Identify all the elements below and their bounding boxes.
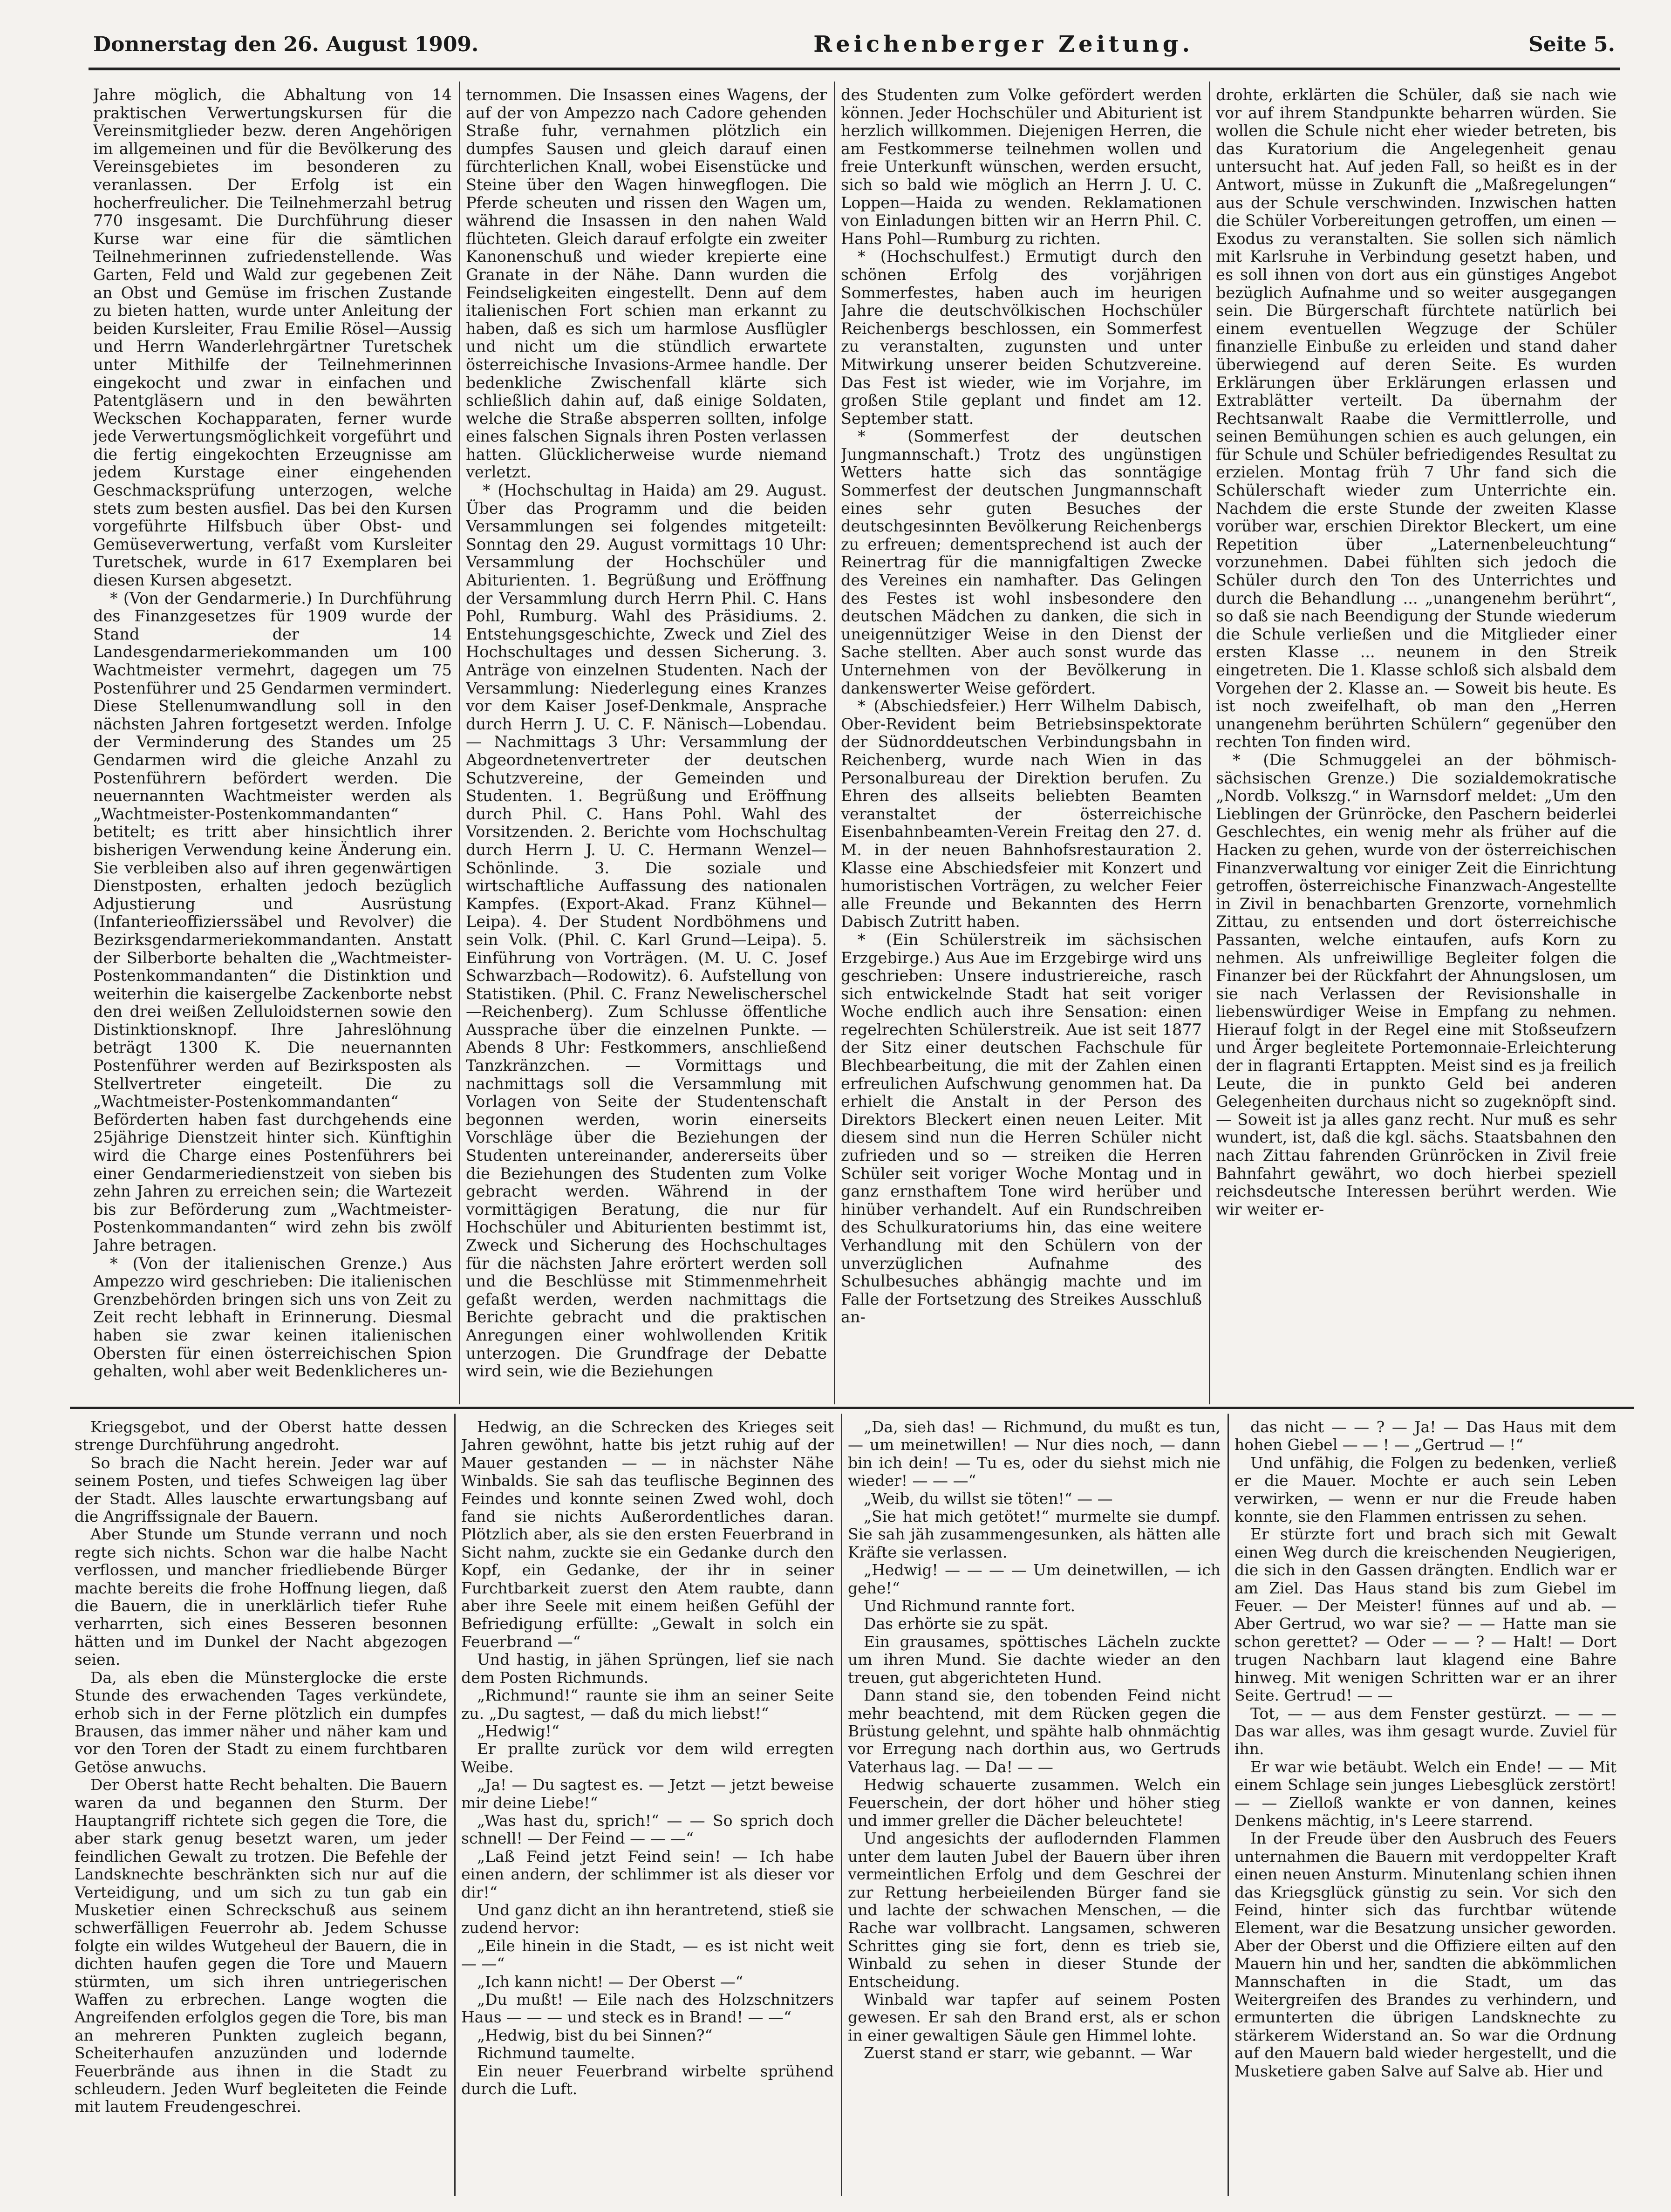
feuilleton-paragraph: Winbald war tapfer auf seinem Posten gewesen. Er sah den Brand erst, als er schon in einer gewaltigen Säule gen Himmel lohte. [848,1990,1221,2044]
article-schuelerstreik: * (Ein Schülerstreik im sächsischen Erzgebirge.) Aus Aue im Erzgebirge wird uns geschrieben: Unsere industriereiche, rasch sich entwickelnde Stadt hat seit voriger Woche endlich auch ihre Sensation: einen regelrechten Schülerstreik. Aue ist seit 1877 der Sitz einer deutschen Fachschule für Blechbearbeitung, die mit der Zahlen einen erfreulichen Aufschwung genommen hat. Da erhielt die Anstalt in der Person des Direktors Bleckert einen neuen Leiter. Mit diesem sind nun die Herren Schüler nicht zufrieden und so — streiken die Herren Schüler seit voriger Woche Montag und in ganz ernsthaftem Tone wird herüber und hinüber verhandelt. Auf ein Rundschreiben des Schulkuratoriums hin, das eine weitere Verhandlung mit den Schülern von der unverzüglichen Aufnahme des Schulbesuches abhängig machte und im Falle der Fortsetzung des Streikes Ausschluß an- [841,930,1202,1327]
feuilleton-paragraph: Der Oberst hatte Recht behalten. Die Bauern waren da und begannen den Sturm. Der Hauptangriff richtete sich gegen die Tore, die aber stark genug besetzt waren, um jeder feindlichen Gewalt zu trotzen. Die Befehle der Landsknechte beschränkten sich nur auf die Verteidigung, und um sich zu tun gab ein Musketier einen Schreckschuß aus seinem schwerfälligen Feuerrohr ab. Jedem Schusse folgte ein wildes Wutgeheul der Bauern, die in dichten haufen gegen die Tore und Mauern stürmten, um sich ihren untriegerischen Waffen zu erbrechen. Lange wogten die Angreifenden erfolglos gegen die Tore, bis man an mehreren Punkten zugleich begann, Scheiterhaufen anzuzünden und lodernde Feuerbrände aus ihnen in die Stadt zu schleudern. Jeden Wurf begleiteten die Feinde mit lautem Freudengeschrei. [75,1776,447,2116]
feuilleton-paragraph: Und ganz dicht an ihn herantretend, stieß sie zudend hervor: [461,1900,834,1937]
article-schmuggelei-grenze: * (Die Schmuggelei an der böhmisch-sächsischen Grenze.) Die sozialdemokratische „Nordb. Volkszg.“ in Warnsdorf meldet: „Um den Lieblingen der Grünröcke, den Paschern beiderlei Geschlechtes, ein wenig mehr als früher auf die Hacken zu gehen, wurde von der österreichischen Finanzverwaltung vor einiger Zeit die Einrichtung getroffen, österreichische Finanzwach-Angestellte in Zivil in benachbarten Grenzorte, vornehmlich Zittau, zu entsenden und dort österreichische Passanten, welche eintaufen, aufs Korn zu nehmen. Als unfreiwillige Begleiter folgen die Finanzer bei der Rückfahrt der Ahnungslosen, um sie nach Verlassen der Revisionshalle in liebenswürdiger Weise in Empfang zu nehmen. Hierauf folgt in der Regel eine mit Stoßseufzern und Ärger begleitete Portemonnaie-Erleichterung der in flagranti Ertappten. Meist sind es ja freilich Leute, die in punkto Geld bei anderen Gelegenheiten durchaus nicht so zugeknöpft sind. — Soweit ist ja alles ganz recht. Nur muß es sehr wundert, ist, daß die kgl. sächs. Staatsbahnen den nach Zittau fahrenden Grünröcken in Zivil freie Bahnfahrt gewährt, wo doch hierbei speziell reichsdeutsche Interessen berührt werden. Wie wir weiter er- [1216,750,1616,1218]
header-rule [89,68,1620,70]
feuilleton-paragraph: Und angesichts der auflodernden Flammen unter dem lauten Jubel der Bauern über ihren vermeintlichen Erfolg und dem Geschrei der zur Rettung herbeieilenden Bürger fand sie und lachte der schwachen Menschen, — die Rache war vollbracht. Langsamen, schweren Schrittes ging sie fort, denn es trieb sie, Winbald zu sehen in dieser Stunde der Entscheidung. [848,1829,1221,1991]
feuilleton-paragraph: „Was hast du, sprich!“ — — So sprich doch schnell! — Der Feind — — —“ [461,1811,834,1848]
feuilleton-divider-3 [1228,1414,1229,2196]
feuilleton-paragraph: „Laß Feind jetzt Feind sein! — Ich habe einen andern, der schlimmer ist als dieser vor dir!“ [461,1847,834,1901]
feuilleton-paragraph: „Ich kann nicht! — Der Oberst —“ [477,1972,743,1991]
feuilleton-paragraph: „Da, sieh das! — Richmund, du mußt es tun, — um meinetwillen! — Nur dies noch, — dann bin ich dein! — Tu es, oder du siehst mich nie wieder! — — —“ [848,1418,1221,1490]
feuilleton-paragraph: Aber Stunde um Stunde verrann und noch regte sich nichts. Schon war die halbe Nacht verflossen, und mancher friedliebende Bürger machte bereits die frohe Hoffnung liegen, daß die Bauern, die in unerklärlich tiefer Ruhe verharrten, sich eines Besseren besonnen hätten und im Dunkel der Nacht abgezogen seien. [75,1525,447,1669]
upper-column-4 [1216,86,1616,1404]
feuilleton-paragraph: Er prallte zurück vor dem wild erregten Weibe. [461,1740,834,1776]
issue-date: Donnerstag den 26. August 1909. [93,32,479,56]
feuilleton-divider-1 [454,1414,456,2196]
feuilleton-paragraph: das nicht — — ? — Ja! — Das Haus mit dem hohen Giebel — — ! — „Gertrud — !“ [1234,1418,1616,1454]
feuilleton-paragraph: Dann stand sie, den tobenden Feind nicht mehr beachtend, mit dem Rücken gegen die Brüstung gelehnt, und spähte halb ohnmächtig vor Erregung nach dorthin aus, wo Gertruds Vaterhaus lag. — Da! — — [848,1686,1221,1776]
upper-column-1 [93,86,452,1404]
feuilleton-paragraph: „Ja! — Du sagtest es. — Jetzt — jetzt beweise mir deine Liebe!“ [461,1776,834,1812]
article-italienische-grenze-start: * (Von der italienischen Grenze.) Aus Ampezzo wird geschrieben: Die italienischen Grenzbehörden bringen sich uns von Zeit zu Zeit recht lebhaft in Erinnerung. Diesmal haben sie zwar keinen italienischen Obersten für einen österreichischen Spion gehalten, wohl aber weit Bedenklicheres un- [93,1254,452,1381]
feuilleton-paragraph: Ein grausames, spöttisches Lächeln zuckte um ihren Mund. Sie dachte wieder an den treuen, gut abgerichteten Hund. [848,1632,1221,1687]
feuilleton-paragraph: Er war wie betäubt. Welch ein Ende! — — Mit einem Schlage sein junges Liebesglück zerstört! — — Zielloß wankte er von dannen, keines Denkens mächtig, in's Leere starrend. [1234,1757,1616,1830]
feuilleton-paragraph: Er stürzte fort und brach sich mit Gewalt einen Weg durch die kreischenden Neugierigen, die sich in den Gassen drängten. Endlich war er am Ziel. Das Haus stand bis zum Giebel im Feuer. — Der Meister! fünnes auf und ab. — Aber Gertrud, wo war sie? — — Hatte man sie schon gerettet? — Oder — — ? — Halt! — Dort trugen Nachbarn laut klagend eine Bahre hinweg. Mit wenigen Schritten war er an ihrer Seite. Gertrud! — — [1234,1525,1616,1705]
article-italienische-grenze-end: ternommen. Die Insassen eines Wagens, der auf der von Ampezzo nach Cadore gehenden Straße fuhr, vernahmen plötzlich ein dumpfes Sausen und gleich darauf einen fürchterlichen Knall, wobei Eisenstücke und Steine über den Wagen hinwegflogen. Die Pferde scheuten und rissen den Wagen um, während die Insassen in den nahen Wald flüchteten. Gleich darauf erfolgte ein zweiter Kanonenschuß und wieder krepierte eine Granate in der Nähe. Dann wurden die Feindseligkeiten eingestellt. Denn auf dem italienischen Fort schien man erkannt zu haben, daß es sich um harmlose Ausflügler und nicht um die stündlich erwartete österreichische Invasions-Armee handle. Der bedenkliche Zwischenfall klärte sich schließlich dahin auf, daß einige Soldaten, welche die Straße absperren sollten, infolge eines falschen Signals ihren Posten verlassen hatten. Glücklicherweise wurde niemand verletzt. [466,86,827,482]
feuilleton-paragraph: „Hedwig, bist du bei Sinnen?“ [477,2026,713,2044]
feuilleton-paragraph: Da, als eben die Münsterglocke die erste Stunde des erwachenden Tages verkündete, erhob sich in der Ferne plötzlich ein dumpfes Brausen, das immer näher und näher kam und vor den Toren der Stadt zu einem furchtbaren Getöse anwuchs. [75,1668,447,1776]
feuilleton-paragraph: „Sie hat mich getötet!“ murmelte sie dumpf. Sie sah jäh zusammengesunken, als hätten alle Kräfte sie verlassen. [848,1507,1221,1561]
column-divider-1 [459,82,460,1404]
article-gendarmerie: * (Von der Gendarmerie.) In Durchführung des Finanzgesetzes für 1909 wurde der Stand der 14 Landesgendarmeriekommanden um 100 Wachtmeister vermehrt, dagegen um 75 Postenführer und 25 Gendarmen vermindert. Diese Stellenumwandlung soll in den nächsten Jahren fortgesetzt werden. Infolge der Verminderung des Standes um 25 Gendarmen wird die gleiche Anzahl zu Postenführern befördert werden. Die neuernannten Wachtmeister werden als „Wachtmeister-Postenkommandanten“ betitelt; es tritt aber hinsichtlich ihrer bisherigen Verwendung keine Änderung ein. Sie verbleiben also auf ihren gegenwärtigen Dienstposten, erhalten jedoch bezüglich Adjustierung und Ausrüstung (Infanterieoffizierssäbel und Revolver) die Bezirksgendarmeriekommandanten. Anstatt der Silberborte behalten die „Wachtmeister-Postenkommandanten“ die Distinktion und weiterhin die kaisergelbe Zackenborte nebst den drei weißen Zelluloidsternen sowie den Distinktionsknopf. Ihre Jahreslöhnung beträgt 1300 K. Die neuernannten Postenführer werden auf Bezirksposten als Stellvertreter eingeteilt. Die zu „Wachtmeister-Postenkommandanten“ Beförderten haben fast durchgehends eine 25jährige Dienstzeit hinter sich. Künftighin wird die Charge eines Postenführers bei einer Gendarmeriedienstzeit von sieben bis zehn Jahren zu erreichen sein; die Wartezeit bis zur Beförderung zum „Wachtmeister-Postenkommandanten“ wird zehn bis zwölf Jahre betragen. [93,589,452,1254]
feuilleton-paragraph: Kriegsgebot, und der Oberst hatte dessen strenge Durchführung angedroht. [75,1418,447,1454]
column-divider-3 [1209,82,1210,1404]
article-obstverwertung-end: Jahre möglich, die Abhaltung von 14 praktischen Verwertungskursen für die Vereinsmitglieder bezw. deren Angehörigen im allgemeinen und für die Bevölkerung des Vereinsgebietes im besonderen zu veranlassen. Der Erfolg ist ein hocherfreulicher. Die Teilnehmerzahl betrug 770 insgesamt. Die Durchführung dieser Kurse war eine für die sämtlichen Teilnehmerinnen zufriedenstellende. Was Garten, Feld und Wald zur gegebenen Zeit an Obst und Gemüse im frischen Zustande zu bieten hatten, wurde unter Anleitung der beiden Kursleiter, Frau Emilie Rösel—Aussig und Herrn Wanderlehrgärtner Turetschek unter Mithilfe der Teilnehmerinnen eingekocht und zwar in einfachen und Patentgläsern und in den bewährten Weckschen Kochapparaten, ferner wurde jede Verwertungsmöglichkeit vorgeführt und die fertig eingekochten Erzeugnisse am jedem Kurstage einer eingehenden Geschmacksprüfung unterzogen, welche stets zum besten ausfiel. Das bei den Kursen vorgeführte Hilfsbuch über Obst- und Gemüseverwertung, verfaßt vom Kursleiter Turetschek, wurde in 617 Exemplaren bei diesen Kursen abgesetzt. [93,86,452,590]
feuilleton-paragraph: „Eile hinein in die Stadt, — es ist nicht weit — —“ [461,1936,834,1973]
feuilleton-paragraph: „Hedwig! — — — — Um deinetwillen, — ich gehe!“ [848,1561,1221,1597]
feuilleton-paragraph: Und unfähig, die Folgen zu bedenken, verließ er die Mauer. Mochte er auch sein Leben verwirken, — wenn er nur die Freude haben konnte, sie den Flammen entrissen zu sehen. [1234,1453,1616,1526]
upper-column-3 [841,86,1202,1404]
article-hochschulfest: * (Hochschulfest.) Ermutigt durch den schönen Erfolg des vorjährigen Sommerfestes, haben auch im heurigen Jahre die deutschvölkischen Hochschüler Reichenbergs beschlossen, ein Sommerfest zu veranstalten, zugunsten und unter Mitwirkung unserer beiden Schutzvereine. Das Fest ist wieder, wie im Vorjahre, im großen Stile geplant und findet am 12. September statt. [841,247,1202,428]
column-divider-2 [834,82,835,1404]
feuilleton-rule [70,1407,1634,1409]
feuilleton-divider-2 [841,1414,842,2196]
page-header [93,23,1615,65]
article-hochschultag-haida: * (Hochschultag in Haida) am 29. August. Über das Programm und die beiden Versammlungen sei folgendes mitgeteilt: Sonntag den 29. August vormittags 10 Uhr: Versammlung der Hochschüler und Abiturienten. 1. Begrüßung und Eröffnung der Versammlung durch Herrn Phil. C. Hans Pohl, Rumburg. Wahl des Präsidiums. 2. Entstehungsgeschichte, Zweck und Ziel des Hochschultages und dessen Sicherung. 3. Anträge von einzelnen Studenten. Nach der Versammlung: Niederlegung eines Kranzes vor dem Kaiser Josef-Denkmale, Ansprache durch Herrn J. U. C. F. Nänisch—Lobendau. — Nachmittags 3 Uhr: Versammlung der Abgeordnetenvertreter der deutschen Schutzvereine, der Gemeinden und Studenten. 1. Begrüßung und Eröffnung durch Phil. C. Hans Pohl. Wahl des Vorsitzenden. 2. Berichte vom Hochschultag durch Herrn J. U. C. Hermann Wenzel—Schönlinde. 3. Die soziale und wirtschaftliche Auffassung des nationalen Kampfes. (Export-Akad. Franz Kühnel—Leipa). 4. Der Student Nordböhmens und sein Volk. (Phil. C. Karl Grund—Leipa). 5. Einführung von Vorträgen. (M. U. C. Josef Schwarzbach—Rodowitz). 6. Aufstellung von Statistiken. (Phil. C. Franz Newelischerschel—Reichenberg). Zum Schlusse öffentliche Aussprache über die einzelnen Punkte. — Abends 8 Uhr: Festkommers, anschließend Tanzkränzchen. — Vormittags und nachmittags soll die Versammlung mit Vorlagen von Seite der Studentenschaft begonnen werden, worin einerseits Vorschläge über die Beziehungen der Studenten untereinander, andererseits über die Beziehungen des Studenten zum Volke gebracht werden. Während in der vormittägigen Beratung, die nur für Hochschüler und Abiturienten bestimmt ist, Zweck und Sicherung des Hochschultages für die nächsten Jahre erörtert werden soll und die Beschlüsse mit Stimmenmehrheit gefaßt werden, werden nachmittags die Berichte gebracht und die praktischen Anregungen einer wohlwollenden Kritik unterzogen. Die Grundfrage der Debatte wird sein, wie die Beziehungen [466,481,827,1381]
feuilleton-paragraph: Hedwig, an die Schrecken des Krieges seit Jahren gewöhnt, hatte bis jetzt ruhig auf der Mauer gestanden — — in nächster Nähe Winbalds. Sie sah das teuflische Beginnen des Feindes und konnte seinen Zwed wohl, doch fand sie nichts Außerordentliches daran. Plötzlich aber, als sie den ersten Feuerbrand in Sicht nahm, zuckte sie ein Gedanke durch den Kopf, ein Gedanke, der ihr in seiner Furchtbarkeit zuerst den Atem raubte, dann aber ihre Seele mit einem heißen Gefühl der Befriedigung erfüllte: „Gewalt in solch ein Feuerbrand —“ [461,1418,834,1651]
feuilleton-paragraph: Ein neuer Feuerbrand wirbelte sprühend durch die Luft. [461,2062,834,2098]
feuilleton-paragraph: „Weib, du willst sie töten!“ — — [864,1489,1113,1508]
feuilleton-paragraph: Tot, — — aus dem Fenster gestürzt. — — — Das war alles, was ihm gesagt wurde. Zuviel für ihn. [1234,1704,1616,1758]
feuilleton-paragraph: „Hedwig!“ [477,1722,559,1740]
feuilleton-paragraph: „Richmund!“ raunte sie ihm an seiner Seite zu. „Du sagtest, — daß du mich liebst!“ [461,1686,834,1722]
feuilleton-paragraph: „Du mußt! — Eile nach des Holzschnitzers Haus — — — und steck es in Brand! — —“ [461,1990,834,2027]
article-schuelerstreik-end: drohte, erklärten die Schüler, daß sie nach wie vor auf ihrem Standpunkte beharren würden. Sie wollen die Schule nicht eher wieder betreten, bis das Kuratorium die Angelegenheit genau untersucht hat. Auf jeden Fall, so heißt es in der Antwort, müsse in Zukunft die „Maßregelungen“ aus der Schule verschwinden. Inzwischen hatten die Schüler Vorbereitungen getroffen, um einen — Exodus zu veranstalten. Sie sollen sich nämlich mit Karlsruhe in Verbindung gesetzt haben, und es soll ihnen von dort aus ein günstiges Angebot bezüglich Aufnahme und so weiter ausgegangen sein. Die Bürgerschaft fürchtete natürlich bei einem eventuellen Wegzuge der Schüler finanzielle Einbuße zu erleiden und stand daher überwiegend auf deren Seite. Es wurden Erklärungen über Erklärungen erlassen und Extrablätter verteilt. Da übernahm der Rechtsanwalt Raabe die Vermittlerrolle, und seinen Bemühungen schien es auch gelungen, ein für Schule und Schüler befriedigendes Resultat zu erzielen. Montag früh 7 Uhr fand sich die Schülerschaft wieder zum Unterrichte ein. Nachdem die erste Stunde der zweiten Klasse vorüber war, erschien Direktor Bleckert, um eine Repetition über „Laternenbeleuchtung“ vorzunehmen. Dabei fühlten sich jedoch die Schüler durch den Ton des Unterrichtes und durch die Behandlung ... „unangenehm berührt“, so daß sie nach Beendigung der Stunde wiederum die Schule verließen und die Mitglieder einer ersten Klasse ... neunem in den Streik eingetreten. Die 1. Klasse schloß sich alsbald dem Vorgehen der 2. Klasse an. — Soweit bis heute. Es ist noch zweifelhaft, ob man den „Herren unangenehm berührten Schülern“ gegenüber den rechten Ton finden wird. [1216,86,1616,751]
page-number: Seite 5. [1528,32,1615,56]
feuilleton-column-1 [75,1418,447,2192]
upper-column-2 [466,86,827,1404]
feuilleton-column-2 [461,1418,834,2192]
feuilleton-column-4 [1234,1418,1616,2192]
article-hochschultag-end: des Studenten zum Volke gefördert werden können. Jeder Hochschüler und Abiturient ist herzlich willkommen. Diejenigen Herren, die am Festkommerse teilnehmen wollen und freie Unterkunft wünschen, werden ersucht, sich so bald wie möglich an Herrn J. U. C. Loppen—Haida zu wenden. Reklamationen von Einladungen bitten wir an Herrn Phil. C. Hans Pohl—Rumburg zu richten. [841,86,1202,248]
feuilleton-paragraph: Richmund taumelte. [477,2044,635,2062]
feuilleton-paragraph: In der Freude über den Ausbruch des Feuers unternahmen die Bauern mit verdoppelter Kraft einen neuen Ansturm. Minutenlang schien ihnen das Kriegsglück günstig zu sein. Vor sich den Feind, hinter sich das furchtbar wütende Element, war die Besatzung unsicher geworden. Aber der Oberst und die Offiziere eilten auf den Mauern hin und her, sandten die abkömmlichen Mannschaften in die Stadt, um das Weitergreifen des Brandes zu verhindern, und ermunterten die übrigen Landsknechte zu stärkerem Widerstand an. So war die Ordnung auf den Mauern bald wieder hergestellt, und die Musketiere gaben Salve auf Salve ab. Hier und [1234,1829,1616,2080]
feuilleton-paragraph: Zuerst stand er starr, wie gebannt. — War [864,2044,1192,2062]
article-sommerfest-jungmannschaft: * (Sommerfest der deutschen Jungmannschaft.) Trotz des ungünstigen Wetters hatte sich das sonntägige Sommerfest der deutschen Jungmannschaft eines sehr guten Besuches der deutschgesinnten Bevölkerung Reichenbergs zu erfreuen; dementsprechend ist auch der Reinertrag für die mannigfaltigen Zwecke des Vereines ein namhafter. Das Gelingen des Festes ist wohl insbesondere den deutschen Mädchen zu danken, die sich in uneigennütziger Weise in den Dienst der Sache stellten. Aber auch sonst wurde das Unternehmen von der Bevölkerung in dankenswerter Weise gefördert. [841,427,1202,697]
feuilleton-paragraph: Hedwig schauerte zusammen. Welch ein Feuerschein, der dort höher und höher stieg und immer greller die Dächer beleuchtete! [848,1776,1221,1830]
newspaper-title: Reichenberger Zeitung. [813,31,1194,57]
feuilleton-column-3 [848,1418,1221,2192]
feuilleton-paragraph: Das erhörte sie zu spät. [864,1614,1049,1633]
feuilleton-paragraph: So brach die Nacht herein. Jeder war auf seinem Posten, und tiefes Schweigen lag über der Stadt. Alles lauschte erwartungsbang auf die Angriffssignale der Bauern. [75,1453,447,1526]
feuilleton-paragraph: Und hastig, in jähen Sprüngen, lief sie nach dem Posten Richmunds. [461,1650,834,1687]
article-abschiedsfeier: * (Abschiedsfeier.) Herr Wilhelm Dabisch, Ober-Revident beim Betriebsinspektorate der Südnorddeutschen Verbindungsbahn in Reichenberg, wurde nach Wien in das Personalbureau der Direktion berufen. Zu Ehren des allseits beliebten Beamten veranstaltet der österreichische Eisenbahnbeamten-Verein Freitag den 27. d. M. in der neuen Bahnhofsrestauration 2. Klasse eine Abschiedsfeier mit Konzert und humoristischen Vorträgen, zu welcher Feier alle Freunde und Bekannten des Herrn Dabisch Zutritt haben. [841,697,1202,931]
feuilleton-paragraph: Und Richmund rannte fort. [864,1597,1076,1615]
